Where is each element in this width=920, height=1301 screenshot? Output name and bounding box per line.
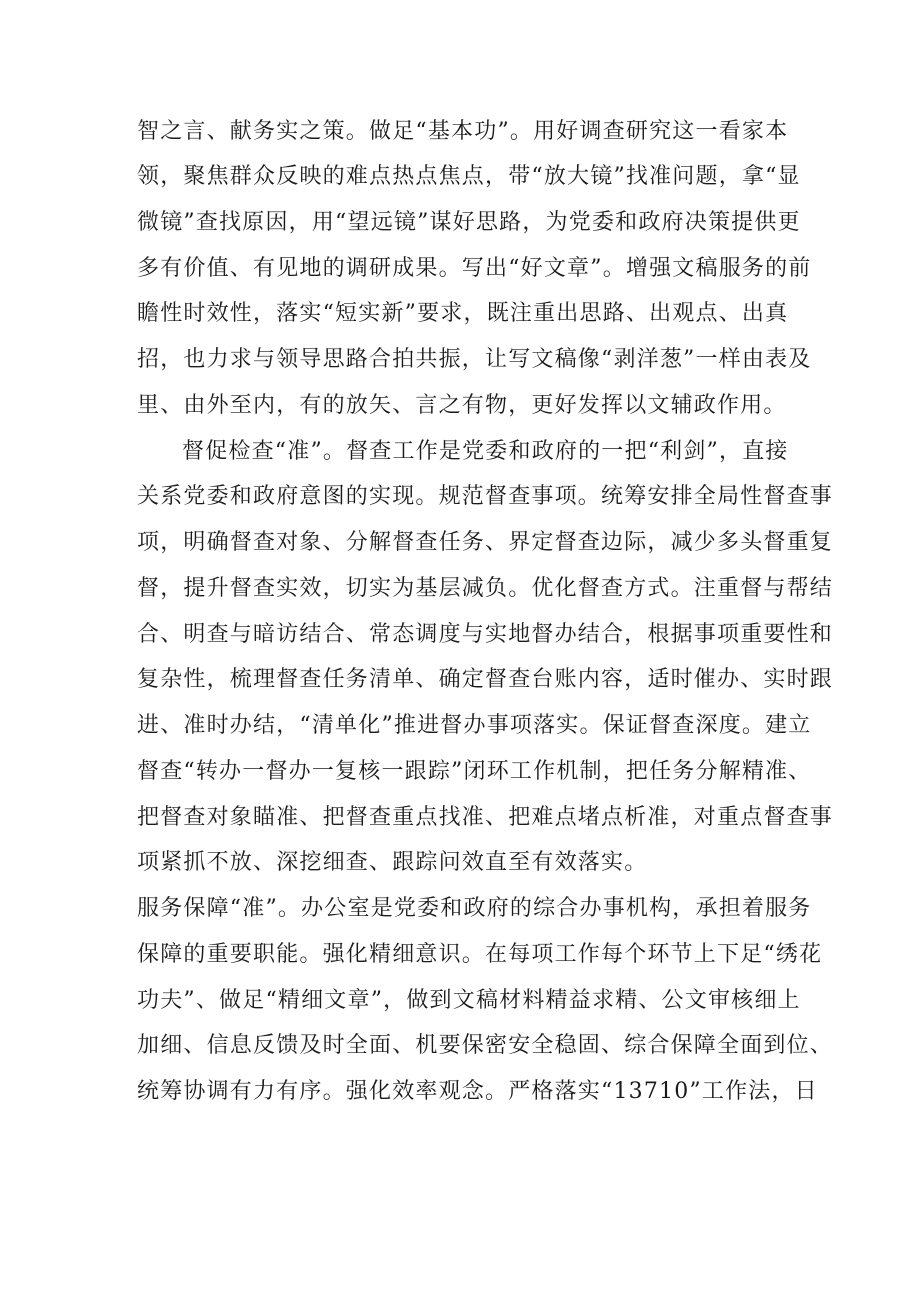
text-line: 合、明查与暗访结合、常态调度与实地督办结合，根据事项重要性和: [137, 622, 834, 647]
text-line: 项，明确督查对象、分解督查任务、界定督查边际，减少多头督重复: [137, 530, 834, 555]
text-line: 督，提升督查实效，切实为基层减负。优化督查方式。注重督与帮结: [137, 576, 834, 601]
text-line: 统筹协调有力有序。强化效率观念。严格落实“13710”工作法，日: [137, 1079, 818, 1104]
text-line: 智之言、献务实之策。做足“基本功”。用好调查研究这一看家本: [137, 119, 789, 144]
text-line: 加细、信息反馈及时全面、机要保密安全稳固、综合保障全面到位、: [137, 1033, 834, 1058]
text-line: 督查“转办一督办一复核一跟踪”闭环工作机制，把任务分解精准、: [137, 759, 812, 784]
text-line: 关系党委和政府意图的实现。规范督查事项。统筹安排全局性督查事: [137, 484, 834, 509]
text-line: 把督查对象瞄准、把督查重点找准、把难点堵点析准，对重点督查事: [137, 805, 834, 830]
text-line: 项紧抓不放、深挖细查、跟踪问效直至有效落实。: [137, 850, 648, 875]
text-line: 瞻性时效性，落实“短实新”要求，既注重出思路、出观点、出真: [137, 301, 789, 326]
paragraph-first-line: 督促检查“准”。督查工作是党委和政府的一把“利剑”，直接: [182, 439, 789, 464]
text-line: 复杂性，梳理督查任务清单、确定督查台账内容，适时催办、实时跟: [137, 667, 834, 692]
paragraph-first-line: 服务保障“准”。办公室是党委和政府的综合办事机构，承担着服务: [137, 896, 812, 921]
text-line: 保障的重要职能。强化精细意识。在每项工作每个环节上下足“绣花: [137, 942, 823, 967]
text-line: 招，也力求与领导思路合拍共振，让写文稿像“剥洋葱”一样由表及: [137, 347, 812, 372]
text-line: 功夫”、做足“精细文章”，做到文稿材料精益求精、公文审核细上: [137, 988, 801, 1013]
text-line: 多有价值、有见地的调研成果。写出“好文章”。增强文稿服务的前: [137, 256, 812, 281]
text-line: 里、由外至内，有的放矢、言之有物，更好发挥以文辅政作用。: [137, 393, 787, 418]
text-line: 进、准时办结，“清单化”推进督办事项落实。保证督查深度。建立: [137, 713, 812, 738]
text-line: 领，聚焦群众反映的难点热点焦点，带“放大镜”找准问题，拿“显: [137, 164, 801, 189]
text-line: 微镜”查找原因，用“望远镜”谋好思路，为党委和政府决策提供更: [137, 210, 801, 235]
